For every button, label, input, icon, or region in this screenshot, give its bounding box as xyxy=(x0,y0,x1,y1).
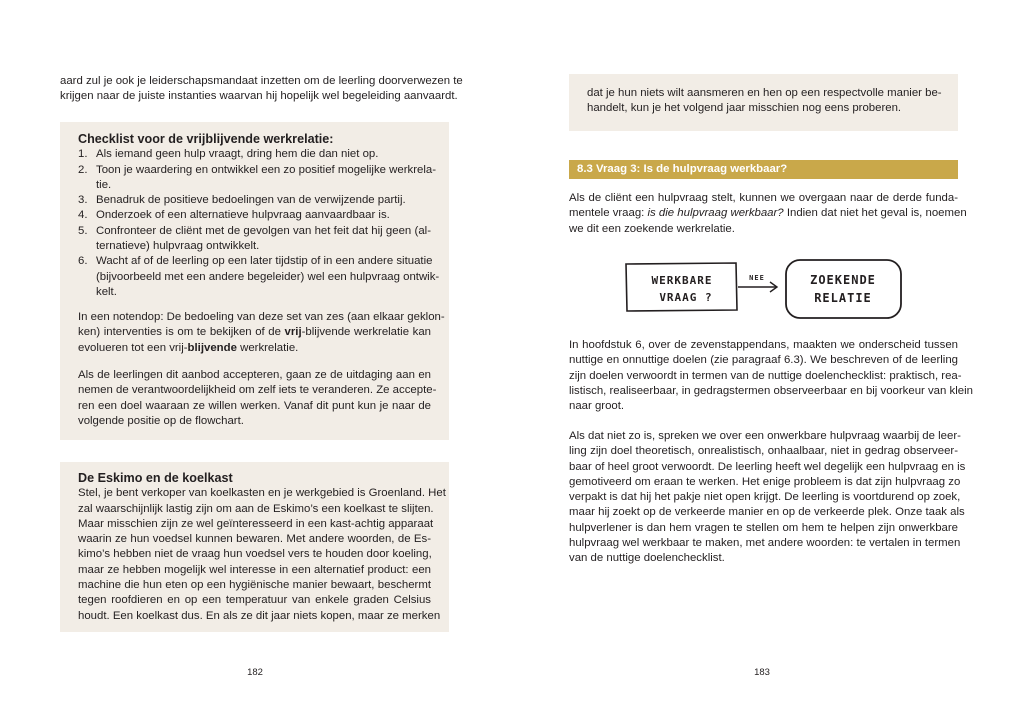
checklist-item: 3. Benadruk de positieve bedoelingen van de verwijzende partij. xyxy=(78,194,406,207)
flow-diagram xyxy=(624,258,904,325)
continued-text xyxy=(587,86,940,117)
section-heading: 8.3 Vraag 3: Is de hulpvraag werkbaar? xyxy=(569,160,958,179)
checklist-title: Checklist voor de vrijblijvende werkrelatie: xyxy=(78,132,334,146)
checklist-item: 2. Toon je waardering en ontwikkel een zo positief mogelijke werkrela- tie. xyxy=(78,163,436,191)
text-line: Stel, je bent verkoper van koelkasten en je werkgebied is Groenland. Het xyxy=(78,487,446,500)
text-line: mentele vraag: is die hulpvraag werkbaar? Indien dat niet het geval is, noemen xyxy=(569,207,967,220)
zoekende-relatie-label-1: ZOEKENDE xyxy=(810,273,876,287)
text-line: zal waarschijnlijk lastig zijn om aan de Eskimo’s een koelkast te slijten. xyxy=(78,502,434,515)
checklist-note xyxy=(78,310,445,356)
checklist-closing xyxy=(78,368,437,429)
checklist xyxy=(78,147,440,300)
werkbare-vraag-label-2: VRAAG ? xyxy=(659,291,713,304)
text-line: van de nuttige doelenchecklist. xyxy=(569,552,725,565)
text-line: In een notendop: De bedoeling van deze set van zes (aan elkaar geklon- xyxy=(78,311,445,323)
page-number: 182 xyxy=(247,667,263,678)
text-line: gemotiveerd om eraan te werken. Het enige probleem is dat zijn hulpvraag zo xyxy=(569,475,961,488)
page-number: 183 xyxy=(754,667,770,678)
checklist-item: 4. Onderzoek of een alternatieve hulpvraag aanvaardbaar is. xyxy=(78,209,390,222)
zoekende-relatie-label-2: RELATIE xyxy=(814,291,872,305)
text-line: ren een doel waaraan ze willen werken. Vanaf dit punt kun je naar de xyxy=(78,399,431,412)
text-line: maar hij zoekt op de verkeerde manier en op de verkeerde plek. Onze taak als xyxy=(569,506,965,519)
text-line: houdt. Een koelkast dus. En als ze dit jaar niets kopen, maar ze merken xyxy=(78,609,441,622)
eskimo-box xyxy=(60,462,449,632)
text-line: zijn doelen verwoordt in termen van de nuttige doelenchecklist: praktisch, rea- xyxy=(569,369,962,382)
text-line: dat je hun niets wilt aansmeren en hen op een respectvolle manier be- xyxy=(587,87,942,99)
text-line: volgende positie op de flowchart. xyxy=(78,414,244,427)
intro-paragraph xyxy=(60,74,463,105)
text-line: In hoofdstuk 6, over de zevenstappendans, maakten we onderscheid tussen xyxy=(569,339,958,351)
text-line: hulpverlener is dan hem vragen te stellen om hem te helpen zijn onwerkbare xyxy=(569,521,958,534)
text-line: maar ze hebben mogelijk wel interesse in een alternatief product: een xyxy=(78,563,431,576)
text-line: Als de leerlingen dit aanbod accepteren, gaan ze de uitdaging aan en xyxy=(78,369,431,381)
checklist-item: 6. Wacht af of de leerling op een later tijdstip of in een andere situatie (bijvoorbeeld met een andere begeleider) wel een hulpvraag ontwik- kelt. xyxy=(78,255,440,298)
text-line: naar groot. xyxy=(569,400,625,413)
text-line: listisch, realiseerbaar, in gedragstermen observeerbaar en bij voorkeur van klein xyxy=(569,384,973,397)
text-line: waarin ze hun voedsel kunnen bewaren. Met andere woorden, de Es- xyxy=(78,533,431,546)
text-line: aard zul je ook je leiderschapsmandaat inzetten om de leerling doorverwezen te xyxy=(60,75,463,87)
werkbare-vraag-label-1: WERKBARE xyxy=(651,274,713,287)
paragraph-3 xyxy=(569,429,966,567)
text-line: nemen de verantwoordelijkheid om zelf iets te veranderen. Ze accepte- xyxy=(78,384,437,397)
eskimo-title: De Eskimo en de koelkast xyxy=(78,471,233,485)
arrow-label: NEE xyxy=(749,274,765,282)
continued-box xyxy=(569,74,958,131)
text-line: Als dat niet zo is, spreken we over een onwerkbare hulpvraag waarbij de leer- xyxy=(569,430,961,442)
text-line: ling zijn doel theoretisch, onrealistisch, onhaalbaar, niet in gedrag observeer- xyxy=(569,445,958,458)
text-line: machine die hun eten op een hygiënische manier bewaart, beschermt xyxy=(78,579,431,592)
text-line: tegen roofdieren en op een temperatuur van enkele graden Celsius xyxy=(78,594,431,607)
text-line: nuttige en onnuttige doelen (zie paragraaf 6.3). We beschreven of de leerling xyxy=(569,354,958,367)
text-line: kimo’s hebben niet de vraag hun voedsel vers te houden door koeling, xyxy=(78,548,432,561)
checklist-item: 5. Confronteer de cliënt met de gevolgen van het feit dat hij geen (al- ternatieve) hulpvraag ontwikkelt. xyxy=(78,224,431,253)
text-line: ken) interventies is om te bekijken of de vrij-blijvende werkrelatie kan xyxy=(78,326,431,339)
text-line: handelt, kun je het volgend jaar misschien nog eens proberen. xyxy=(587,102,902,115)
text-line: hulpvraag wel werkbaar te maken, met andere woorden: te vertalen in termen xyxy=(569,537,961,550)
right-page xyxy=(509,0,1018,719)
text-line: verpakt is dat hij het pakje niet open krijgt. De leerling is voortdurend op zoek, xyxy=(569,491,961,504)
text-line: evolueren tot een vrij-blijvende werkrelatie. xyxy=(78,341,299,354)
paragraph-1 xyxy=(569,191,967,237)
text-line: baar of heel groot verwoordt. De leerling heeft wel degelijk een hulpvraag en is xyxy=(569,460,966,473)
text-line: krijgen naar de juiste instanties waarvan hij hopelijk wel begeleiding aanvaardt. xyxy=(60,90,458,103)
checklist-item: 1. Als iemand geen hulp vraagt, dring hem die dan niet op. xyxy=(78,148,379,161)
zoekende-relatie-box xyxy=(786,260,901,318)
flow-diagram-svg xyxy=(624,258,904,320)
paragraph-2 xyxy=(569,338,973,414)
checklist-box xyxy=(60,122,449,440)
eskimo-text xyxy=(78,486,446,624)
text-line: Als de cliënt een hulpvraag stelt, kunnen we overgaan naar de derde funda- xyxy=(569,192,958,204)
text-line: we dit een zoekende werkrelatie. xyxy=(569,222,735,235)
text-line: Maar misschien zijn ze wel geïnteresseerd in een kast-achtig apparaat xyxy=(78,517,434,530)
